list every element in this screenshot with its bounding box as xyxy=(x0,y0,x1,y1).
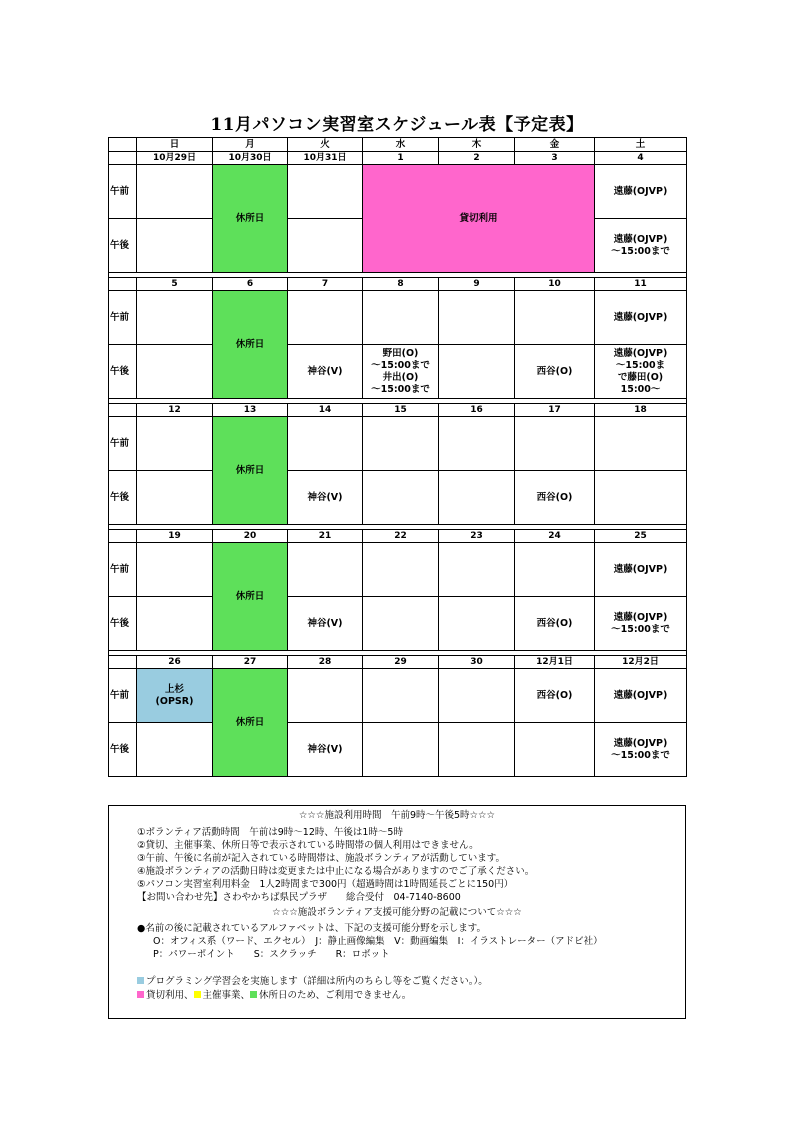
date-cell: 12月1日 xyxy=(515,656,595,669)
date-cell: 6 xyxy=(213,278,288,291)
slot-cell xyxy=(439,669,515,723)
pm-row xyxy=(109,471,687,525)
date-corner xyxy=(109,530,137,543)
volunteer-cell: 野田(O) ～15:00まで 井出(O) ～15:00まで xyxy=(363,345,439,399)
date-cell: 26 xyxy=(137,656,213,669)
legend-closed-text: 休所日のため、ご利用できません。 xyxy=(259,990,412,1001)
event-swatch xyxy=(194,991,201,998)
slot-cell xyxy=(137,291,213,345)
contact-note: 【お問い合わせ先】さわやかちば県民プラザ 総合受付 04-7140-8600 xyxy=(137,892,461,903)
slot-cell xyxy=(137,345,213,399)
date-cell: 19 xyxy=(137,530,213,543)
slot-cell xyxy=(439,471,515,525)
am-label: 午前 xyxy=(109,543,137,597)
slot-cell xyxy=(439,345,515,399)
closed-swatch xyxy=(250,991,257,998)
page-title: 11月パソコン実習室スケジュール表【予定表】 xyxy=(210,115,584,135)
closed-cell: 休所日 xyxy=(213,417,288,525)
weekday-wed: 水 xyxy=(363,138,439,152)
date-cell: 1 xyxy=(363,152,439,165)
pm-label: 午後 xyxy=(109,723,137,777)
notes-box xyxy=(108,805,686,1019)
am-row xyxy=(109,165,687,219)
volunteer-cell: 神谷(V) xyxy=(288,723,363,777)
slot-cell xyxy=(595,471,687,525)
weekday-mon: 月 xyxy=(213,138,288,152)
legend-programming-text: プログラミング学習会を実施します（詳細は所内のちらし等をご覧ください。）。 xyxy=(146,976,488,987)
date-cell: 5 xyxy=(137,278,213,291)
slot-cell xyxy=(363,417,439,471)
slot-cell xyxy=(137,723,213,777)
slot-cell xyxy=(288,291,363,345)
volunteer-cell: 西谷(O) xyxy=(515,669,595,723)
pm-row xyxy=(109,597,687,651)
slot-cell xyxy=(363,597,439,651)
date-cell: 10 xyxy=(515,278,595,291)
hours-note: ☆☆☆施設利用時間 午前9時～午後5時☆☆☆ xyxy=(298,810,496,821)
date-cell: 13 xyxy=(213,404,288,417)
date-corner xyxy=(109,656,137,669)
date-cell: 28 xyxy=(288,656,363,669)
am-row xyxy=(109,291,687,345)
note-5: ⑤パソコン実習室利用料金 1人2時間まで300円（超過時間は1時間延長ごとに150円） xyxy=(137,879,514,890)
slot-cell xyxy=(137,417,213,471)
support-desc: ●名前の後に記載されているアルファベットは、下記の支援可能分野を示します。 xyxy=(137,923,486,934)
volunteer-cell: 遠藤(OJVP) ～15:00まで xyxy=(595,723,687,777)
date-cell: 27 xyxy=(213,656,288,669)
volunteer-cell: 遠藤(OJVP) ～15:00ま で藤田(O) 15:00～ xyxy=(595,345,687,399)
slot-cell xyxy=(515,417,595,471)
date-cell: 18 xyxy=(595,404,687,417)
date-cell: 10月31日 xyxy=(288,152,363,165)
volunteer-cell: 神谷(V) xyxy=(288,345,363,399)
date-cell: 23 xyxy=(439,530,515,543)
date-cell: 12月2日 xyxy=(595,656,687,669)
date-cell: 12 xyxy=(137,404,213,417)
am-row xyxy=(109,543,687,597)
slot-cell xyxy=(288,669,363,723)
date-row xyxy=(109,152,687,165)
slot-cell xyxy=(439,723,515,777)
pm-label: 午後 xyxy=(109,471,137,525)
support-line-2: P：パワーポイント S：スクラッチ R：ロボット xyxy=(153,949,390,960)
corner-cell xyxy=(109,138,137,152)
date-cell: 7 xyxy=(288,278,363,291)
volunteer-cell: 西谷(O) xyxy=(515,471,595,525)
volunteer-cell: 遠藤(OJVP) xyxy=(595,669,687,723)
volunteer-cell: 遠藤(OJVP) xyxy=(595,291,687,345)
pm-label: 午後 xyxy=(109,345,137,399)
legend-reserved-text: 貸切利用、 xyxy=(146,990,194,1001)
date-row xyxy=(109,404,687,417)
volunteer-cell: 遠藤(OJVP) ～15:00まで xyxy=(595,219,687,273)
date-cell: 17 xyxy=(515,404,595,417)
pm-label: 午後 xyxy=(109,597,137,651)
slot-cell xyxy=(137,471,213,525)
date-cell: 30 xyxy=(439,656,515,669)
slot-cell xyxy=(439,417,515,471)
closed-cell: 休所日 xyxy=(213,669,288,777)
date-cell: 8 xyxy=(363,278,439,291)
am-label: 午前 xyxy=(109,291,137,345)
note-4: ④施設ボランティアの活動日時は変更または中止になる場合がありますのでご了承ください。 xyxy=(137,866,535,877)
date-cell: 10月29日 xyxy=(137,152,213,165)
slot-cell xyxy=(515,723,595,777)
support-title: ☆☆☆施設ボランティア支援可能分野の記載について☆☆☆ xyxy=(272,907,522,918)
slot-cell xyxy=(288,417,363,471)
closed-cell: 休所日 xyxy=(213,543,288,651)
volunteer-cell: 遠藤(OJVP) ～15:00まで xyxy=(595,597,687,651)
slot-cell xyxy=(363,723,439,777)
legend-event-text: 主催事業、 xyxy=(202,990,251,1001)
date-row xyxy=(109,656,687,669)
slot-cell xyxy=(137,165,213,219)
programming-cell: 上杉 (OPSR) xyxy=(137,669,213,723)
volunteer-cell: 遠藤(OJVP) xyxy=(595,165,687,219)
date-cell: 22 xyxy=(363,530,439,543)
date-cell: 9 xyxy=(439,278,515,291)
am-row xyxy=(109,669,687,723)
note-1: ①ボランティア活動時間 午前は9時～12時、午後は1時～5時 xyxy=(137,827,403,838)
weekday-header-row xyxy=(109,138,687,152)
date-cell: 25 xyxy=(595,530,687,543)
date-cell: 14 xyxy=(288,404,363,417)
closed-cell: 休所日 xyxy=(213,291,288,399)
weekday-tue: 火 xyxy=(288,138,363,152)
date-row xyxy=(109,530,687,543)
date-cell: 16 xyxy=(439,404,515,417)
weekday-sat: 土 xyxy=(595,138,687,152)
pm-row xyxy=(109,723,687,777)
date-row xyxy=(109,278,687,291)
date-cell: 10月30日 xyxy=(213,152,288,165)
pm-row xyxy=(109,345,687,399)
date-corner xyxy=(109,278,137,291)
closed-cell: 休所日 xyxy=(213,165,288,273)
support-line-1: O：オフィス系（ワード、エクセル） J：静止画像編集 V：動画編集 I：イラストレーター（アドビ社） xyxy=(153,936,603,947)
date-cell: 15 xyxy=(363,404,439,417)
am-row xyxy=(109,417,687,471)
slot-cell xyxy=(363,471,439,525)
volunteer-cell: 西谷(O) xyxy=(515,597,595,651)
schedule-table xyxy=(108,137,687,777)
slot-cell xyxy=(515,543,595,597)
legend-programming xyxy=(137,975,488,989)
date-cell: 2 xyxy=(439,152,515,165)
slot-cell xyxy=(439,543,515,597)
date-cell: 11 xyxy=(595,278,687,291)
am-label: 午前 xyxy=(109,669,137,723)
slot-cell xyxy=(439,597,515,651)
note-2: ②貸切、主催事業、休所日等で表示されている時間帯の個人利用はできません。 xyxy=(137,840,479,851)
date-cell: 4 xyxy=(595,152,687,165)
weekday-thu: 木 xyxy=(439,138,515,152)
slot-cell xyxy=(515,291,595,345)
slot-cell xyxy=(137,597,213,651)
slot-cell xyxy=(137,543,213,597)
slot-cell xyxy=(439,291,515,345)
slot-cell xyxy=(363,543,439,597)
am-label: 午前 xyxy=(109,417,137,471)
volunteer-cell: 神谷(V) xyxy=(288,597,363,651)
volunteer-cell: 西谷(O) xyxy=(515,345,595,399)
volunteer-cell: 神谷(V) xyxy=(288,471,363,525)
reserved-cell: 貸切利用 xyxy=(363,165,595,273)
slot-cell xyxy=(288,543,363,597)
pm-label: 午後 xyxy=(109,219,137,273)
am-label: 午前 xyxy=(109,165,137,219)
slot-cell xyxy=(363,291,439,345)
weekday-fri: 金 xyxy=(515,138,595,152)
date-cell: 3 xyxy=(515,152,595,165)
programming-swatch xyxy=(137,977,144,984)
date-cell: 24 xyxy=(515,530,595,543)
note-3: ③午前、午後に名前が記入されている時間帯は、施設ボランティアが活動しています。 xyxy=(137,853,505,864)
slot-cell xyxy=(363,669,439,723)
date-corner xyxy=(109,404,137,417)
slot-cell xyxy=(595,417,687,471)
reserved-swatch xyxy=(137,991,144,998)
date-cell: 21 xyxy=(288,530,363,543)
date-cell: 20 xyxy=(213,530,288,543)
date-corner xyxy=(109,152,137,165)
date-cell: 29 xyxy=(363,656,439,669)
slot-cell xyxy=(288,165,363,219)
legend-unavailable xyxy=(137,989,411,1003)
slot-cell xyxy=(288,219,363,273)
weekday-sun: 日 xyxy=(137,138,213,152)
slot-cell xyxy=(137,219,213,273)
volunteer-cell: 遠藤(OJVP) xyxy=(595,543,687,597)
